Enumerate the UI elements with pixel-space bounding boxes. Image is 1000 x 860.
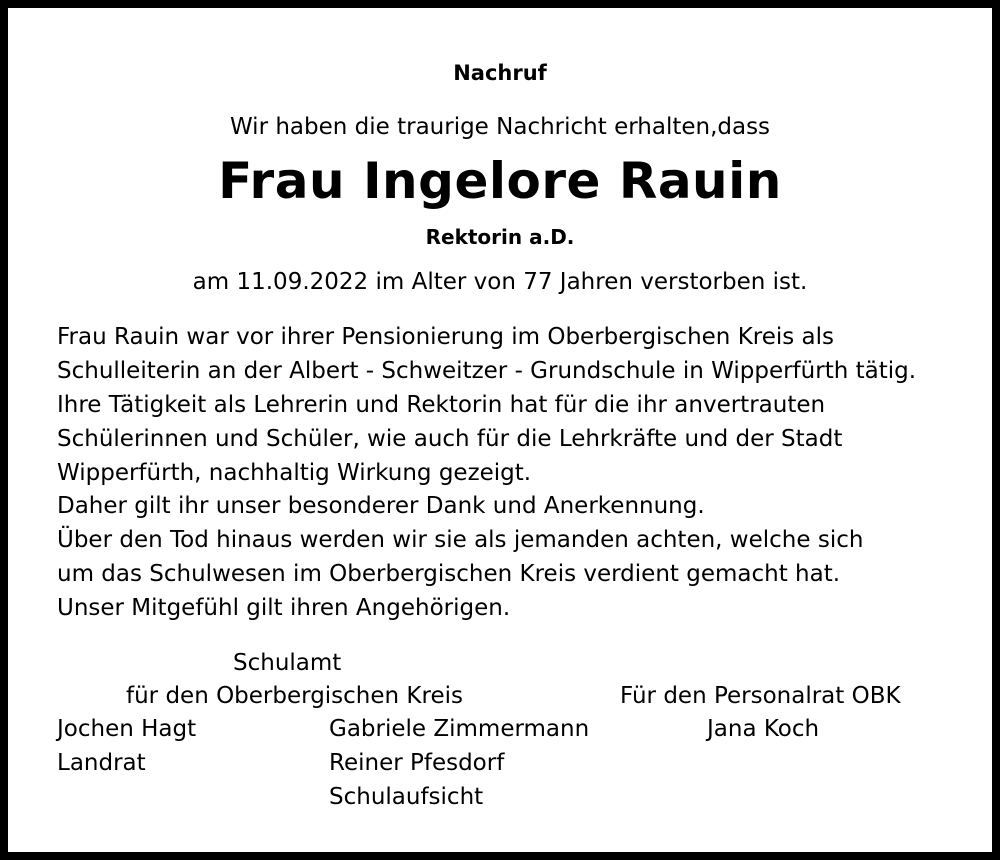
schulaufsicht-name-2: Reiner Pfesdorf bbox=[329, 750, 505, 776]
body-line: Schulleiterin an der Albert - Schweitzer - Grundschule in Wipperfürth tätig. bbox=[57, 358, 917, 384]
death-date-line: am 11.09.2022 im Alter von 77 Jahren verstorben ist. bbox=[192, 269, 808, 295]
body-line: Daher gilt ihr unser besonderer Dank und Anerkennung. bbox=[57, 493, 705, 519]
body-line: Unser Mitgefühl gilt ihren Angehörigen. bbox=[57, 595, 511, 621]
personalrat-label: Für den Personalrat OBK bbox=[620, 683, 901, 709]
body-line: um das Schulwesen im Oberbergischen Kreis verdient gemacht hat. bbox=[57, 561, 841, 587]
schulamt-district: für den Oberbergischen Kreis bbox=[126, 683, 463, 709]
body-line: Frau Rauin war vor ihrer Pensionierung im Oberbergischen Kreis als bbox=[57, 324, 835, 350]
body-line: Schülerinnen und Schüler, wie auch für die Lehrkräfte und der Stadt bbox=[57, 426, 843, 452]
schulaufsicht-role: Schulaufsicht bbox=[329, 784, 484, 810]
deceased-name: Frau Ingelore Rauin bbox=[218, 152, 782, 210]
intro-line: Wir haben die traurige Nachricht erhalten,dass bbox=[229, 114, 771, 140]
body-line: Über den Tod hinaus werden wir sie als jemanden achten, welche sich bbox=[57, 527, 864, 553]
notice-heading: Nachruf bbox=[453, 61, 547, 85]
schulaufsicht-name-1: Gabriele Zimmermann bbox=[329, 716, 590, 742]
body-line: Wipperfürth, nachhaltig Wirkung gezeigt. bbox=[57, 460, 532, 486]
deceased-title: Rektorin a.D. bbox=[425, 225, 575, 249]
personalrat-name: Jana Koch bbox=[707, 716, 820, 742]
landrat-role: Landrat bbox=[57, 750, 146, 776]
schulamt-label: Schulamt bbox=[233, 650, 342, 676]
landrat-name: Jochen Hagt bbox=[57, 716, 197, 742]
body-line: Ihre Tätigkeit als Lehrerin und Rektorin hat für die ihr anvertrauten bbox=[57, 392, 826, 418]
